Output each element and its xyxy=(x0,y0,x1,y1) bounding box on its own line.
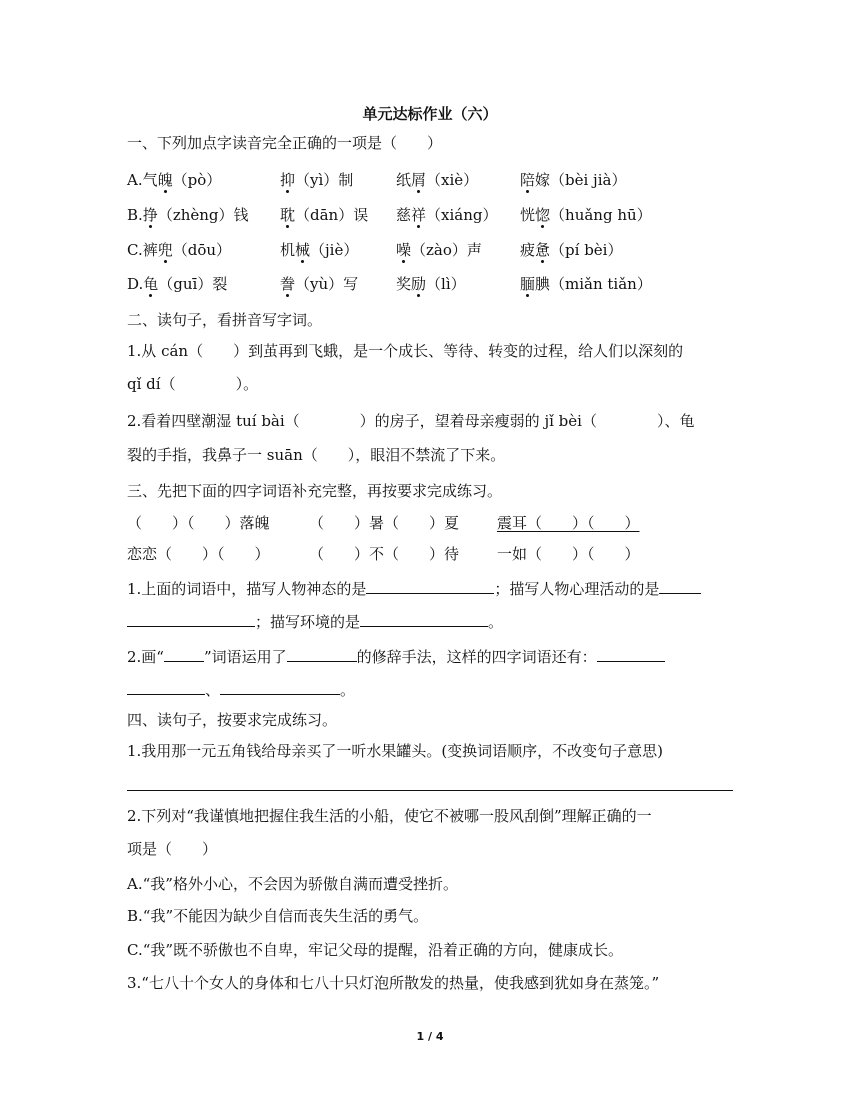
q3-word-4: 恋恋（ ）（ ） xyxy=(127,545,270,563)
dotted-character: 祥 xyxy=(411,206,427,224)
dotted-character: 惚 xyxy=(535,206,551,224)
dotted-character: 陪 xyxy=(520,171,536,189)
q4-sentence-1: 1.我用那一元五角钱给母亲买了一听水果罐头。(变换词语顺序，不改变句子意思) xyxy=(127,742,664,760)
q1-option-d-item-2: 誊（yù）写 xyxy=(280,275,359,293)
q1-option-c-item-2: 机械（jiè） xyxy=(280,241,359,259)
q1-option-label: D. xyxy=(127,275,144,293)
dotted-character: 兜 xyxy=(157,241,173,259)
q3-prompt-1-line1: 1.上面的词语中，描写人物神态的是 ；描写人物心理活动的是 xyxy=(127,578,701,599)
q1-option-c-item-4: 疲惫（pí bèi） xyxy=(520,241,623,259)
blank-rhetoric[interactable] xyxy=(287,646,357,662)
q1-option-label: C. xyxy=(127,241,143,259)
q1-option-b-item-2: 耽（dān）误 xyxy=(280,206,369,224)
q1-option-b-item-4: 恍惚（huǎng hū） xyxy=(520,206,652,224)
blank-similar-word-2[interactable] xyxy=(220,679,340,695)
q1-option-c-item-3: 噪（zào）声 xyxy=(396,241,482,259)
q2-sentence-2a: 2.看着四壁潮湿 tuí bài（ ）的房子，望着母亲瘦弱的 jǐ bèi（ ）、龟 xyxy=(127,412,695,430)
q4-option-b: B.“我”不能因为缺少自信而丧失生活的勇气。 xyxy=(127,907,429,925)
blank-expression[interactable] xyxy=(366,578,494,594)
q3-word-2: （ ）暑（ ）夏 xyxy=(309,514,460,532)
q4-option-a: A.“我”格外小心，不会因为骄傲自满而遭受挫折。 xyxy=(127,875,458,893)
q2-sentence-1a: 1.从 cán（ ）到茧再到飞蛾，是一个成长、等待、转变的过程，给人们以深刻的 xyxy=(127,342,684,360)
dotted-character: 励 xyxy=(411,275,427,293)
q1-option-label: A. xyxy=(127,171,143,189)
q1-option-b-item-1: B.挣（zhèng）钱 xyxy=(127,206,249,224)
blank-psychology-end[interactable] xyxy=(127,611,255,627)
q1-option-a-item-3: 纸屑（xiè） xyxy=(396,171,479,189)
blank-similar-word-1-end[interactable] xyxy=(127,679,205,695)
blank-psychology-start[interactable] xyxy=(659,578,701,594)
q1-option-b-item-3: 慈祥（xiáng） xyxy=(396,206,498,224)
q4-sentence-3: 3.“七八十个女人的身体和七八十只灯泡所散发的热量，使我感到犹如身在蒸笼。” xyxy=(127,974,660,992)
dotted-character: 耽 xyxy=(280,206,296,224)
dotted-character: 抑 xyxy=(280,171,296,189)
dotted-character: 惫 xyxy=(535,241,551,259)
q2-sentence-2b: 裂的手指，我鼻子一 suān（ ），眼泪不禁流了下来。 xyxy=(127,446,506,464)
q3-prompt-2-line2: 、 。 xyxy=(127,679,355,700)
dotted-character: 魄 xyxy=(157,171,173,189)
dotted-character: 噪 xyxy=(396,241,412,259)
q1-option-a-item-1: A.气魄（pò） xyxy=(127,171,222,189)
q4-heading: 四、读句子，按要求完成练习。 xyxy=(127,711,338,729)
blank-similar-word-1-start[interactable] xyxy=(597,646,665,662)
dotted-character: 腼 xyxy=(520,275,536,293)
q3-word-5: （ ）不（ ）待 xyxy=(309,545,460,563)
q4-sentence-2a: 2.下列对“我谨慎地把握住我生活的小船，使它不被哪一股风刮倒”理解正确的一 xyxy=(127,807,652,825)
q3-heading: 三、先把下面的四字词语补充完整，再按要求完成练习。 xyxy=(127,482,503,500)
q3-prompt-1-line2: ；描写环境的是 。 xyxy=(127,611,503,632)
q1-option-a-item-2: 抑（yì）制 xyxy=(280,171,354,189)
dotted-character: 龟 xyxy=(143,275,159,293)
q1-heading: 一、下列加点字读音完全正确的一项是（ ） xyxy=(127,134,443,152)
dotted-character: 挣 xyxy=(142,206,158,224)
blank-underlined-word[interactable] xyxy=(164,646,204,662)
q1-option-d-item-4: 腼腆（miǎn tiǎn） xyxy=(520,275,652,293)
q2-heading: 二、读句子，看拼音写字词。 xyxy=(127,311,323,329)
q4-answer-line[interactable] xyxy=(127,790,733,791)
page-title: 单元达标作业（六） xyxy=(362,105,498,123)
dotted-character: 械 xyxy=(295,241,311,259)
q1-option-a-item-4: 陪嫁（bèi jià） xyxy=(520,171,627,189)
q1-option-label: B. xyxy=(127,206,143,224)
q2-sentence-1b: qǐ dí（ ）。 xyxy=(127,375,259,393)
q4-option-c: C.“我”既不骄傲也不自卑，牢记父母的提醒，沿着正确的方向，健康成长。 xyxy=(127,941,624,959)
q1-option-c-item-1: C.裤兜（dōu） xyxy=(127,241,232,259)
q1-option-d-item-3: 奖励（lì） xyxy=(396,275,466,293)
blank-environment[interactable] xyxy=(360,611,488,627)
q3-word-3-underlined: 震耳（ ）（ ） xyxy=(497,514,640,532)
q3-word-6: 一如（ ）（ ） xyxy=(497,545,640,563)
q4-sentence-2b: 项是（ ） xyxy=(127,840,218,858)
q3-prompt-2-line1: 2.画“ ”词语运用了 的修辞手法，这样的四字词语还有： xyxy=(127,646,665,667)
dotted-character: 誊 xyxy=(280,275,296,293)
q3-word-1: （ ）（ ）落魄 xyxy=(127,514,270,532)
dotted-character: 屑 xyxy=(411,171,427,189)
page-number: 1 / 4 xyxy=(416,1030,444,1043)
q1-option-d-item-1: D.龟（guī）裂 xyxy=(127,275,228,293)
